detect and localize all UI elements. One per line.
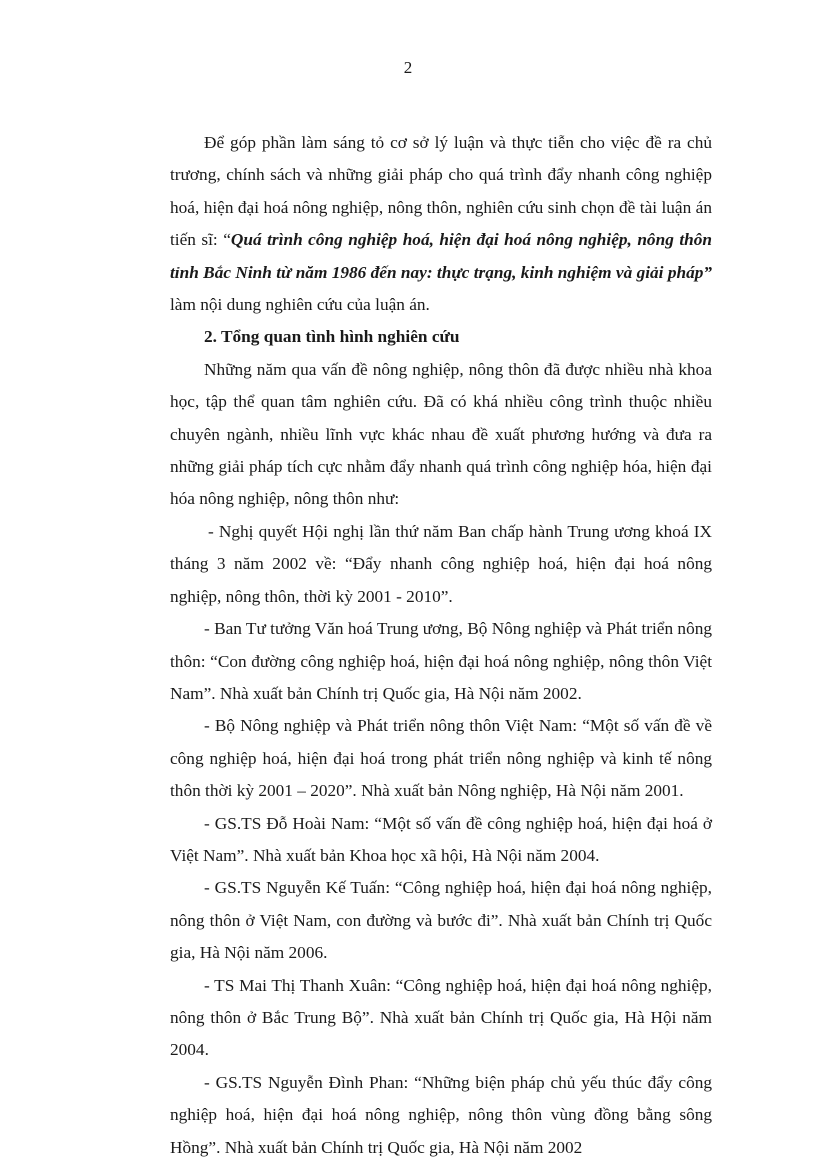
page-number: 2	[403, 58, 413, 77]
intro-paragraph	[170, 127, 712, 321]
reference-item: - GS.TS Nguyễn Kế Tuấn: “Công nghiệp hoá, hiện đại hoá nông nghiệp, nông thôn ở Việt Nam, con đường và bước đi”. Nhà xuất bản Chính trị Quốc gia, Hà Nội năm 2006.	[170, 878, 712, 963]
overview-paragraph: Những năm qua vấn đề nông nghiệp, nông thôn đã được nhiều nhà khoa học, tập thể quan tâm nghiên cứu. Đã có khá nhiều công trình thuộc nhiều chuyên ngành, nhiều lĩnh vực khác nhau đề xuất phương hướng và đưa ra những giải pháp tích cực nhằm đẩy nhanh quá trình công nghiệp hóa, hiện đại hóa nông nghiệp, nông thôn như:	[170, 359, 712, 509]
thesis-title: Quá trình công nghiệp hoá, hiện đại hoá nông nghiệp, nông thôn tỉnh Bắc Ninh từ năm 1986 đến nay: thực trạng, kinh nghiệm và giải pháp”	[170, 230, 712, 282]
reference-item: - GS.TS Đỗ Hoài Nam: “Một số vấn đề công nghiệp hoá, hiện đại hoá ở Việt Nam”. Nhà xuất bản Khoa học xã hội, Hà Nội năm 2004.	[170, 813, 712, 865]
reference-item: - TS Mai Thị Thanh Xuân: “Công nghiệp hoá, hiện đại hoá nông nghiệp, nông thôn ở Bắc Trung Bộ”. Nhà xuất bản Chính trị Quốc gia, Hà Hội năm 2004.	[170, 975, 712, 1060]
reference-item: - Bộ Nông nghiệp và Phát triển nông thôn Việt Nam: “Một số vấn đề về công nghiệp hoá, hiện đại hoá trong phát triển nông nghiệp và kinh tế nông thôn thời kỳ 2001 – 2020”. Nhà xuất bản Nông nghiệp, Hà Nội năm 2001.	[170, 716, 712, 801]
reference-item: - Nghị quyết Hội nghị lần thứ năm Ban chấp hành Trung ương khoá IX tháng 3 năm 2002 về: “Đẩy nhanh công nghiệp hoá, hiện đại hoá nông nghiệp, nông thôn, thời kỳ 2001 - 2010”.	[170, 521, 712, 606]
reference-item: - Ban Tư tưởng Văn hoá Trung ương, Bộ Nông nghiệp và Phát triển nông thôn: “Con đường công nghiệp hoá, hiện đại hoá nông nghiệp, nông thôn Việt Nam”. Nhà xuất bản Chính trị Quốc gia, Hà Nội năm 2002.	[170, 619, 712, 703]
reference-item: - GS.TS Nguyễn Đình Phan: “Những biện pháp chủ yếu thúc đẩy công nghiệp hoá, hiện đại hoá nông nghiệp, nông thôn vùng đồng bằng sông Hồng”. Nhà xuất bản Chính trị Quốc gia, Hà Nội năm 2002	[170, 1072, 712, 1157]
intro-text-after: làm nội dung nghiên cứu của luận án.	[170, 295, 430, 315]
document-body	[170, 127, 712, 1164]
intro-text-before: Để góp phần làm sáng tỏ cơ sở lý luận và thực tiễn cho việc đề ra chủ trương, chính sách và những giải pháp cho quá trình đẩy nhanh công nghiệp hoá, hiện đại hoá nông nghiệp, nông thôn, nghiên cứu sinh chọn đề tài luận án tiến sĩ: “	[170, 133, 712, 250]
section-heading: 2. Tổng quan tình hình nghiên cứu	[204, 327, 460, 347]
